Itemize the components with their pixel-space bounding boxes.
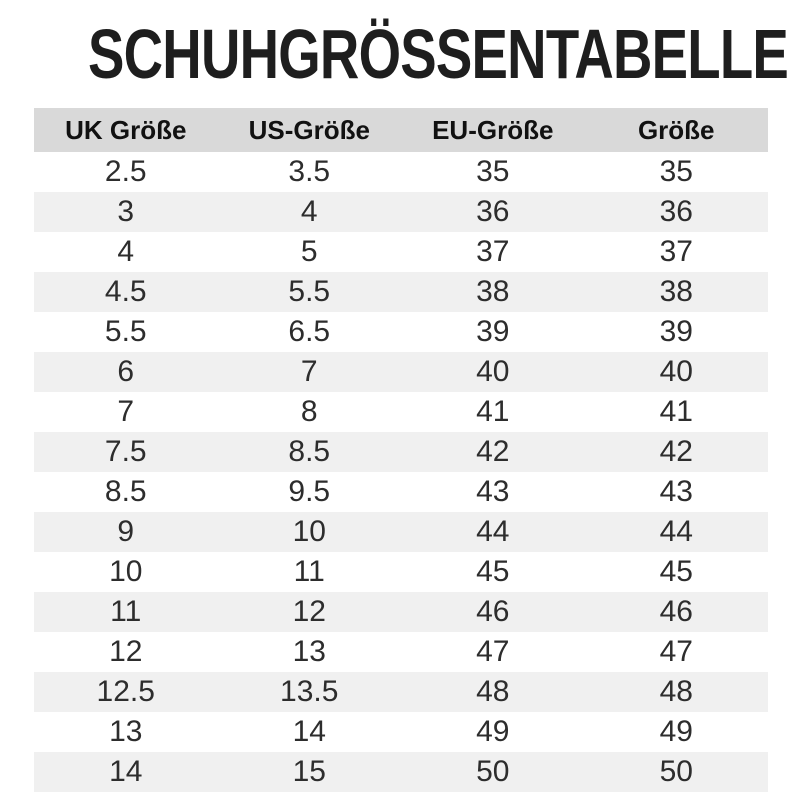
cell-eu: 45	[476, 555, 510, 588]
cell-us: 5	[300, 235, 318, 268]
cell-us: 9.5	[288, 475, 331, 508]
cell-groesse: 48	[659, 675, 693, 708]
cell-uk: 7.5	[104, 435, 147, 468]
cell-eu: 39	[476, 315, 510, 348]
table-row	[34, 512, 768, 552]
cell-uk: 12.5	[96, 675, 155, 708]
cell-uk: 9	[117, 515, 135, 548]
cell-us: 10	[292, 515, 326, 548]
cell-eu: 37	[476, 235, 510, 268]
cell-us: 14	[292, 715, 326, 748]
cell-uk: 7	[117, 395, 135, 428]
cell-uk: 4.5	[104, 275, 147, 308]
table-row	[34, 432, 768, 472]
cell-groesse: 36	[659, 195, 693, 228]
cell-groesse: 42	[659, 435, 693, 468]
cell-eu: 36	[476, 195, 510, 228]
shoe-size-table	[34, 108, 768, 792]
cell-groesse: 38	[659, 275, 693, 308]
cell-groesse: 35	[659, 155, 693, 188]
cell-us: 15	[292, 755, 326, 788]
table-header-row	[34, 108, 768, 152]
column-header-eu: EU-Größe	[401, 108, 585, 152]
table-row	[34, 312, 768, 352]
cell-uk: 8.5	[104, 475, 147, 508]
table-row	[34, 672, 768, 712]
cell-uk: 2.5	[104, 155, 147, 188]
cell-uk: 13	[109, 715, 143, 748]
cell-uk: 11	[110, 595, 142, 628]
page-title: SCHUHGRÖSSENTABELLE	[88, 15, 789, 93]
cell-us: 12	[292, 595, 326, 628]
cell-us: 6.5	[288, 315, 331, 348]
cell-groesse: 47	[659, 635, 693, 668]
cell-us: 13.5	[280, 675, 339, 708]
cell-groesse: 43	[659, 475, 693, 508]
cell-eu: 50	[476, 755, 510, 788]
cell-groesse: 45	[659, 555, 693, 588]
table-row	[34, 752, 768, 792]
cell-us: 11	[293, 555, 325, 588]
cell-us: 5.5	[288, 275, 331, 308]
cell-us: 13	[292, 635, 326, 668]
table-row	[34, 152, 768, 192]
cell-uk: 5.5	[104, 315, 147, 348]
table-row	[34, 592, 768, 632]
table-row	[34, 352, 768, 392]
cell-groesse: 50	[659, 755, 693, 788]
table-row	[34, 232, 768, 272]
cell-eu: 43	[476, 475, 510, 508]
table-row	[34, 552, 768, 592]
cell-groesse: 46	[659, 595, 693, 628]
table-row	[34, 632, 768, 672]
cell-groesse: 40	[659, 355, 693, 388]
cell-eu: 40	[476, 355, 510, 388]
table-row	[34, 272, 768, 312]
column-header-uk: UK Größe	[34, 108, 218, 152]
cell-eu: 46	[476, 595, 510, 628]
cell-us: 4	[300, 195, 318, 228]
table-row	[34, 712, 768, 752]
cell-uk: 12	[109, 635, 143, 668]
column-header-us: US-Größe	[218, 108, 402, 152]
cell-groesse: 49	[659, 715, 693, 748]
cell-eu: 44	[476, 515, 510, 548]
cell-uk: 6	[117, 355, 135, 388]
column-header-groesse: Größe	[585, 108, 769, 152]
table-row	[34, 472, 768, 512]
table-row	[34, 392, 768, 432]
cell-groesse: 41	[659, 395, 693, 428]
cell-groesse: 39	[659, 315, 693, 348]
cell-uk: 3	[117, 195, 135, 228]
cell-eu: 42	[476, 435, 510, 468]
cell-uk: 10	[109, 555, 143, 588]
cell-uk: 4	[117, 235, 135, 268]
cell-us: 8.5	[288, 435, 331, 468]
cell-us: 7	[300, 355, 318, 388]
cell-groesse: 37	[659, 235, 693, 268]
cell-eu: 38	[476, 275, 510, 308]
cell-eu: 49	[476, 715, 510, 748]
cell-uk: 14	[109, 755, 143, 788]
cell-groesse: 44	[659, 515, 693, 548]
cell-eu: 47	[476, 635, 510, 668]
table-row	[34, 192, 768, 232]
cell-eu: 35	[476, 155, 510, 188]
cell-us: 8	[300, 395, 318, 428]
cell-eu: 48	[476, 675, 510, 708]
cell-us: 3.5	[288, 155, 331, 188]
cell-eu: 41	[476, 395, 510, 428]
